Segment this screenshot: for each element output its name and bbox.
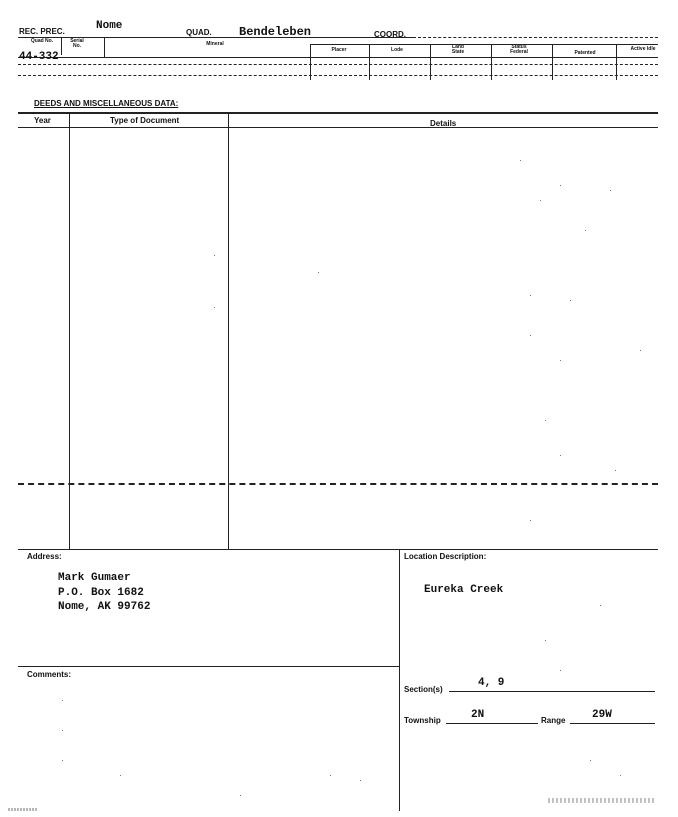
comments-label: Comments: [27, 670, 72, 679]
col-placer: Placer [331, 47, 347, 53]
quad-no-value: 44-332 [19, 51, 59, 63]
range-value: 29W [592, 709, 612, 721]
address-line-3: Nome, AK 99762 [58, 601, 151, 613]
section-value: 4, 9 [478, 677, 505, 689]
quad-label: QUAD. [186, 28, 212, 37]
address-label: Address: [27, 552, 62, 561]
range-label: Range [541, 716, 566, 725]
col-status-federal: Status Federal [510, 44, 528, 55]
col-active-idle: Active Idle [630, 46, 656, 52]
col-lode: Lode [391, 47, 403, 53]
col-year: Year [34, 116, 51, 125]
location-description-value: Eureka Creek [424, 584, 504, 596]
address-line-1: Mark Gumaer [58, 572, 131, 584]
col-details: Details [430, 119, 457, 128]
coord-label: COORD. [374, 30, 406, 39]
col-quad-no: Quad No. [30, 38, 54, 44]
section-label: Section(s) [404, 685, 443, 694]
deeds-title: DEEDS AND MISCELLANEOUS DATA: [34, 99, 179, 108]
location-description-label: Location Description: [404, 552, 487, 561]
col-land-state: Land State [451, 44, 465, 55]
township-label: Township [404, 716, 441, 725]
header-rule-dashed [418, 37, 658, 38]
col-serial-no: Serial No. [70, 38, 84, 49]
col-mineral: Mineral [206, 41, 224, 47]
address-line-2: P.O. Box 1682 [58, 587, 144, 599]
rec-prec-label: REC. PREC. [19, 27, 65, 36]
rec-prec-value: Nome [96, 20, 123, 32]
col-patented: Patented [574, 50, 596, 56]
col-type-of-document: Type of Document [110, 116, 180, 125]
township-value: 2N [471, 709, 485, 721]
quad-value: Bendeleben [239, 25, 312, 39]
